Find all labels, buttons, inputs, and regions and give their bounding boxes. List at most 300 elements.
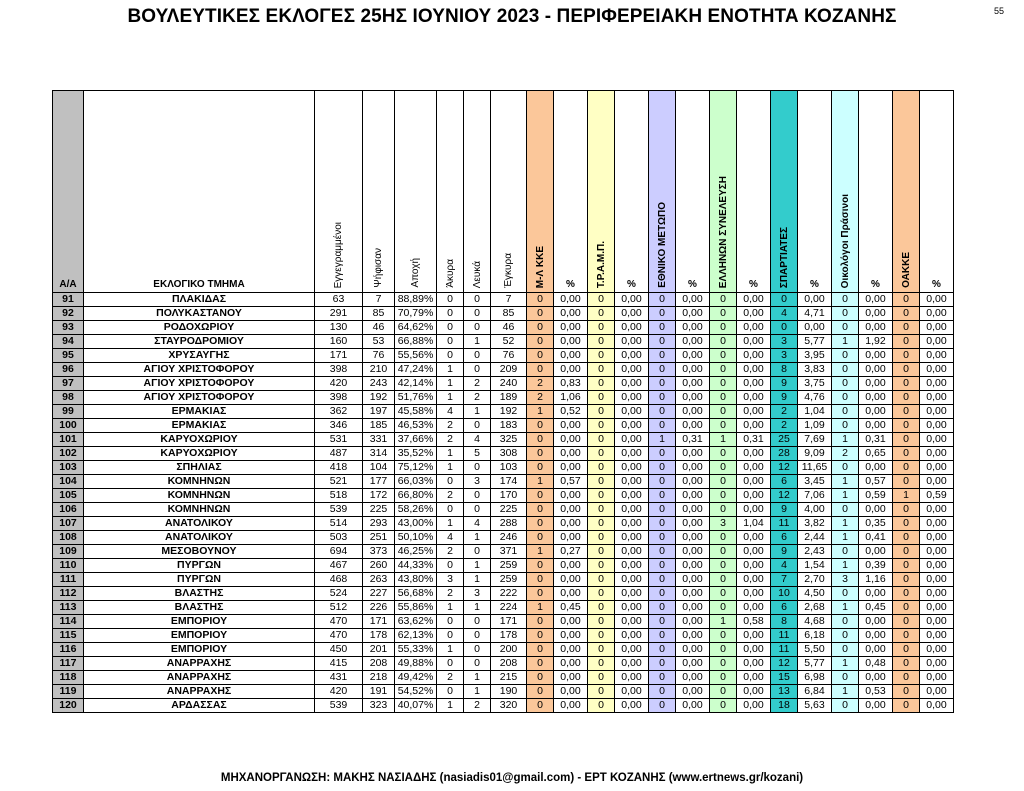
cell-psifisan: 185 (363, 419, 395, 433)
cell-akyra: 0 (437, 335, 464, 349)
cell-apoxi: 45,58% (395, 405, 437, 419)
cell-ellinon-pct: 0,58 (737, 615, 771, 629)
cell-lefka: 1 (464, 405, 491, 419)
table-row (53, 405, 954, 419)
cell-oakke-pct: 0,00 (920, 419, 954, 433)
cell-oakke-votes: 0 (893, 629, 920, 643)
cell-oakke-pct: 0,00 (920, 657, 954, 671)
cell-lefka: 5 (464, 447, 491, 461)
cell-aa: 104 (53, 475, 84, 489)
cell-oakke-pct: 0,00 (920, 601, 954, 615)
cell-apoxi: 66,88% (395, 335, 437, 349)
cell-oakke-pct: 0,00 (920, 531, 954, 545)
cell-oikologoi-pct: 0,39 (859, 559, 893, 573)
table-row (53, 475, 954, 489)
cell-apoxi: 46,53% (395, 419, 437, 433)
cell-lefka: 1 (464, 685, 491, 699)
cell-tramp-pct: 0,00 (615, 293, 649, 307)
cell-tramp-votes: 0 (588, 321, 615, 335)
cell-ethniko-pct: 0,00 (676, 405, 710, 419)
cell-ethniko-pct: 0,00 (676, 615, 710, 629)
cell-ellinon-pct: 0,00 (737, 405, 771, 419)
cell-spartiates-pct: 3,83 (798, 363, 832, 377)
cell-oakke-pct: 0,00 (920, 545, 954, 559)
cell-kke-pct: 0,00 (554, 559, 588, 573)
cell-aa: 98 (53, 391, 84, 405)
cell-kke-pct: 0,00 (554, 587, 588, 601)
cell-akyra: 0 (437, 349, 464, 363)
cell-oikologoi-pct: 0,00 (859, 615, 893, 629)
cell-oakke-votes: 0 (893, 615, 920, 629)
cell-egkyra: 215 (491, 671, 527, 685)
cell-oakke-pct: 0,00 (920, 405, 954, 419)
cell-apoxi: 50,10% (395, 531, 437, 545)
cell-apoxi: 66,03% (395, 475, 437, 489)
cell-tramp-pct: 0,00 (615, 671, 649, 685)
cell-oakke-votes: 0 (893, 559, 920, 573)
cell-tramp-pct: 0,00 (615, 573, 649, 587)
cell-tmima: ΒΛΑΣΤΗΣ (84, 601, 315, 615)
cell-kke-votes: 0 (527, 447, 554, 461)
table-row (53, 559, 954, 573)
cell-ethniko-pct: 0,00 (676, 573, 710, 587)
cell-tramp-votes: 0 (588, 643, 615, 657)
cell-oikologoi-votes: 0 (832, 545, 859, 559)
header-pct: % (554, 91, 588, 293)
cell-oakke-pct: 0,00 (920, 573, 954, 587)
cell-oikologoi-votes: 0 (832, 461, 859, 475)
cell-ethniko-votes: 0 (649, 321, 676, 335)
cell-kke-pct: 0,00 (554, 433, 588, 447)
cell-apoxi: 49,42% (395, 671, 437, 685)
cell-ellinon-pct: 0,00 (737, 293, 771, 307)
cell-akyra: 1 (437, 363, 464, 377)
cell-oakke-pct: 0,00 (920, 349, 954, 363)
cell-oakke-votes: 0 (893, 391, 920, 405)
table-row (53, 685, 954, 699)
cell-kke-pct: 0,00 (554, 517, 588, 531)
cell-lefka: 0 (464, 489, 491, 503)
cell-oikologoi-votes: 0 (832, 349, 859, 363)
cell-ellinon-votes: 0 (710, 671, 737, 685)
cell-kke-votes: 0 (527, 531, 554, 545)
cell-tramp-pct: 0,00 (615, 447, 649, 461)
cell-aa: 97 (53, 377, 84, 391)
cell-oikologoi-votes: 0 (832, 503, 859, 517)
cell-oikologoi-votes: 1 (832, 601, 859, 615)
cell-spartiates-pct: 6,18 (798, 629, 832, 643)
cell-ethniko-votes: 0 (649, 657, 676, 671)
cell-oakke-pct: 0,00 (920, 517, 954, 531)
cell-psifisan: 46 (363, 321, 395, 335)
cell-tmima: ΑΝΑΡΡΑΧΗΣ (84, 657, 315, 671)
cell-tramp-pct: 0,00 (615, 377, 649, 391)
cell-spartiates-votes: 12 (771, 657, 798, 671)
cell-tramp-pct: 0,00 (615, 643, 649, 657)
cell-oakke-votes: 0 (893, 601, 920, 615)
cell-ellinon-votes: 3 (710, 517, 737, 531)
cell-kke-pct: 0,00 (554, 335, 588, 349)
cell-egkyra: 174 (491, 475, 527, 489)
cell-kke-pct: 0,00 (554, 699, 588, 713)
cell-egkyra: 222 (491, 587, 527, 601)
cell-ellinon-pct: 0,00 (737, 629, 771, 643)
header-party-tramp: Τ.Ρ.Α.Μ.Π. (588, 91, 615, 293)
cell-kke-votes: 0 (527, 699, 554, 713)
cell-kke-votes: 0 (527, 657, 554, 671)
cell-lefka: 0 (464, 615, 491, 629)
table-row (53, 321, 954, 335)
cell-tramp-pct: 0,00 (615, 559, 649, 573)
cell-psifisan: 85 (363, 307, 395, 321)
cell-psifisan: 243 (363, 377, 395, 391)
cell-oakke-votes: 0 (893, 545, 920, 559)
cell-kke-votes: 0 (527, 293, 554, 307)
table-row (53, 461, 954, 475)
cell-ellinon-votes: 0 (710, 293, 737, 307)
cell-spartiates-pct: 1,09 (798, 419, 832, 433)
cell-ellinon-votes: 0 (710, 475, 737, 489)
cell-ethniko-pct: 0,00 (676, 643, 710, 657)
cell-oikologoi-pct: 0,00 (859, 363, 893, 377)
cell-oikologoi-pct: 0,00 (859, 503, 893, 517)
cell-egkyra: 178 (491, 629, 527, 643)
cell-spartiates-votes: 4 (771, 559, 798, 573)
cell-kke-votes: 0 (527, 321, 554, 335)
cell-lefka: 0 (464, 503, 491, 517)
cell-oikologoi-pct: 0,48 (859, 657, 893, 671)
cell-akyra: 1 (437, 377, 464, 391)
cell-oikologoi-votes: 0 (832, 307, 859, 321)
cell-oakke-votes: 0 (893, 587, 920, 601)
cell-tramp-pct: 0,00 (615, 587, 649, 601)
cell-eggegrammenoi: 518 (315, 489, 363, 503)
cell-akyra: 3 (437, 573, 464, 587)
cell-ellinon-pct: 0,00 (737, 587, 771, 601)
cell-lefka: 0 (464, 349, 491, 363)
cell-ellinon-votes: 0 (710, 601, 737, 615)
cell-spartiates-pct: 2,68 (798, 601, 832, 615)
cell-ethniko-votes: 0 (649, 699, 676, 713)
cell-kke-votes: 0 (527, 517, 554, 531)
cell-aa: 95 (53, 349, 84, 363)
table-row (53, 335, 954, 349)
cell-tramp-votes: 0 (588, 657, 615, 671)
cell-aa: 109 (53, 545, 84, 559)
cell-kke-pct: 0,00 (554, 349, 588, 363)
cell-oikologoi-pct: 0,00 (859, 307, 893, 321)
cell-ellinon-votes: 0 (710, 447, 737, 461)
cell-ethniko-pct: 0,00 (676, 321, 710, 335)
table-row (53, 573, 954, 587)
cell-tmima: ΑΝΑΡΡΑΧΗΣ (84, 671, 315, 685)
cell-tramp-pct: 0,00 (615, 335, 649, 349)
cell-ellinon-votes: 0 (710, 643, 737, 657)
cell-psifisan: 323 (363, 699, 395, 713)
table-row (53, 363, 954, 377)
cell-akyra: 4 (437, 531, 464, 545)
cell-tmima: ΑΝΑΤΟΛΙΚΟΥ (84, 517, 315, 531)
header-eggegrammenoi: Εγγεγραμμένοι (315, 91, 363, 293)
table-row (53, 531, 954, 545)
cell-apoxi: 43,80% (395, 573, 437, 587)
cell-oikologoi-pct: 0,00 (859, 321, 893, 335)
cell-ellinon-pct: 0,31 (737, 433, 771, 447)
cell-tramp-pct: 0,00 (615, 517, 649, 531)
cell-kke-votes: 1 (527, 405, 554, 419)
header-tmima: ΕΚΛΟΓΙΚΟ ΤΜΗΜΑ (84, 91, 315, 293)
header-pct: % (737, 91, 771, 293)
cell-ellinon-pct: 0,00 (737, 531, 771, 545)
cell-ellinon-votes: 0 (710, 629, 737, 643)
cell-tmima: ΚΟΜΝΗΝΩΝ (84, 503, 315, 517)
cell-ellinon-pct: 0,00 (737, 391, 771, 405)
cell-ellinon-votes: 0 (710, 405, 737, 419)
cell-ethniko-votes: 0 (649, 475, 676, 489)
cell-ethniko-pct: 0,00 (676, 671, 710, 685)
cell-ellinon-votes: 0 (710, 545, 737, 559)
cell-kke-votes: 0 (527, 559, 554, 573)
cell-ethniko-pct: 0,00 (676, 699, 710, 713)
cell-akyra: 1 (437, 601, 464, 615)
cell-oakke-votes: 0 (893, 503, 920, 517)
cell-oikologoi-pct: 0,00 (859, 293, 893, 307)
cell-apoxi: 75,12% (395, 461, 437, 475)
cell-tramp-pct: 0,00 (615, 391, 649, 405)
table-row (53, 293, 954, 307)
cell-akyra: 0 (437, 321, 464, 335)
cell-oikologoi-pct: 0,59 (859, 489, 893, 503)
cell-tramp-votes: 0 (588, 503, 615, 517)
cell-oikologoi-votes: 1 (832, 657, 859, 671)
cell-tramp-pct: 0,00 (615, 657, 649, 671)
cell-akyra: 0 (437, 475, 464, 489)
cell-kke-votes: 1 (527, 475, 554, 489)
cell-lefka: 0 (464, 643, 491, 657)
cell-oikologoi-pct: 0,65 (859, 447, 893, 461)
cell-aa: 94 (53, 335, 84, 349)
cell-aa: 110 (53, 559, 84, 573)
table-row (53, 587, 954, 601)
cell-akyra: 0 (437, 503, 464, 517)
cell-spartiates-pct: 4,00 (798, 503, 832, 517)
cell-ethniko-pct: 0,00 (676, 377, 710, 391)
cell-tramp-votes: 0 (588, 489, 615, 503)
cell-egkyra: 103 (491, 461, 527, 475)
cell-akyra: 0 (437, 615, 464, 629)
cell-apoxi: 88,89% (395, 293, 437, 307)
cell-lefka: 0 (464, 461, 491, 475)
cell-akyra: 2 (437, 419, 464, 433)
cell-aa: 120 (53, 699, 84, 713)
cell-oikologoi-votes: 1 (832, 559, 859, 573)
cell-tramp-votes: 0 (588, 405, 615, 419)
cell-ellinon-pct: 0,00 (737, 601, 771, 615)
cell-tmima: ΚΑΡΥΟΧΩΡΙΟΥ (84, 433, 315, 447)
cell-spartiates-pct: 1,54 (798, 559, 832, 573)
footer-credit: ΜΗΧΑΝΟΡΓΑΝΩΣΗ: ΜΑΚΗΣ ΝΑΣΙΑΔΗΣ (nasiadis01@gmail.com) - ΕΡΤ ΚΟΖΑΝΗΣ (www.ertnews.gr/kozani) (220, 772, 804, 784)
cell-ellinon-pct: 1,04 (737, 517, 771, 531)
table-row (53, 699, 954, 713)
cell-oikologoi-pct: 0,00 (859, 349, 893, 363)
cell-oakke-pct: 0,00 (920, 461, 954, 475)
cell-tramp-pct: 0,00 (615, 531, 649, 545)
cell-egkyra: 170 (491, 489, 527, 503)
cell-ethniko-votes: 0 (649, 447, 676, 461)
header-pct: % (615, 91, 649, 293)
cell-psifisan: 225 (363, 503, 395, 517)
cell-ethniko-votes: 0 (649, 643, 676, 657)
cell-oakke-pct: 0,00 (920, 377, 954, 391)
table-body (53, 293, 954, 713)
cell-akyra: 2 (437, 671, 464, 685)
cell-ellinon-votes: 0 (710, 307, 737, 321)
cell-ethniko-pct: 0,00 (676, 293, 710, 307)
cell-oikologoi-votes: 1 (832, 517, 859, 531)
cell-eggegrammenoi: 531 (315, 433, 363, 447)
cell-oakke-votes: 0 (893, 517, 920, 531)
cell-eggegrammenoi: 514 (315, 517, 363, 531)
table-header-row (53, 91, 954, 293)
cell-aa: 103 (53, 461, 84, 475)
cell-oikologoi-votes: 0 (832, 419, 859, 433)
cell-oikologoi-pct: 0,57 (859, 475, 893, 489)
cell-oakke-pct: 0,00 (920, 475, 954, 489)
cell-kke-pct: 0,00 (554, 629, 588, 643)
cell-oakke-votes: 0 (893, 447, 920, 461)
cell-oikologoi-votes: 0 (832, 587, 859, 601)
table-row (53, 419, 954, 433)
cell-ethniko-pct: 0,00 (676, 657, 710, 671)
cell-ellinon-pct: 0,00 (737, 377, 771, 391)
cell-tramp-pct: 0,00 (615, 685, 649, 699)
cell-oakke-pct: 0,00 (920, 503, 954, 517)
cell-spartiates-votes: 3 (771, 335, 798, 349)
cell-ellinon-votes: 0 (710, 377, 737, 391)
cell-ellinon-votes: 0 (710, 461, 737, 475)
cell-egkyra: 192 (491, 405, 527, 419)
cell-apoxi: 47,24% (395, 363, 437, 377)
cell-spartiates-pct: 3,45 (798, 475, 832, 489)
cell-psifisan: 171 (363, 615, 395, 629)
cell-ellinon-pct: 0,00 (737, 363, 771, 377)
cell-kke-pct: 0,00 (554, 489, 588, 503)
cell-ellinon-pct: 0,00 (737, 699, 771, 713)
cell-lefka: 0 (464, 307, 491, 321)
cell-oikologoi-votes: 1 (832, 475, 859, 489)
cell-lefka: 0 (464, 321, 491, 335)
cell-ellinon-pct: 0,00 (737, 671, 771, 685)
cell-akyra: 0 (437, 657, 464, 671)
cell-kke-pct: 0,00 (554, 363, 588, 377)
cell-oikologoi-votes: 0 (832, 363, 859, 377)
cell-spartiates-pct: 6,98 (798, 671, 832, 685)
cell-spartiates-pct: 2,44 (798, 531, 832, 545)
cell-ethniko-pct: 0,00 (676, 601, 710, 615)
cell-kke-pct: 0,00 (554, 615, 588, 629)
cell-tramp-pct: 0,00 (615, 475, 649, 489)
cell-oakke-pct: 0,00 (920, 685, 954, 699)
cell-lefka: 4 (464, 517, 491, 531)
cell-kke-pct: 0,00 (554, 573, 588, 587)
cell-akyra: 1 (437, 643, 464, 657)
cell-spartiates-pct: 1,04 (798, 405, 832, 419)
cell-tramp-votes: 0 (588, 699, 615, 713)
cell-ethniko-pct: 0,00 (676, 447, 710, 461)
cell-spartiates-pct: 4,71 (798, 307, 832, 321)
cell-eggegrammenoi: 420 (315, 685, 363, 699)
cell-tramp-pct: 0,00 (615, 419, 649, 433)
cell-oikologoi-votes: 1 (832, 335, 859, 349)
cell-ellinon-votes: 0 (710, 489, 737, 503)
table-row (53, 503, 954, 517)
cell-aa: 112 (53, 587, 84, 601)
cell-oakke-votes: 1 (893, 489, 920, 503)
cell-spartiates-votes: 12 (771, 461, 798, 475)
cell-ethniko-pct: 0,00 (676, 335, 710, 349)
cell-akyra: 4 (437, 405, 464, 419)
cell-egkyra: 85 (491, 307, 527, 321)
cell-aa: 101 (53, 433, 84, 447)
cell-aa: 100 (53, 419, 84, 433)
cell-kke-votes: 1 (527, 545, 554, 559)
cell-apoxi: 35,52% (395, 447, 437, 461)
cell-egkyra: 208 (491, 657, 527, 671)
cell-ethniko-votes: 0 (649, 335, 676, 349)
cell-egkyra: 190 (491, 685, 527, 699)
cell-oikologoi-votes: 1 (832, 433, 859, 447)
cell-egkyra: 189 (491, 391, 527, 405)
cell-eggegrammenoi: 512 (315, 601, 363, 615)
cell-psifisan: 53 (363, 335, 395, 349)
cell-spartiates-votes: 9 (771, 377, 798, 391)
cell-tmima: ΠΟΛΥΚΑΣΤΑΝΟΥ (84, 307, 315, 321)
cell-oakke-votes: 0 (893, 363, 920, 377)
cell-ethniko-pct: 0,00 (676, 363, 710, 377)
cell-eggegrammenoi: 694 (315, 545, 363, 559)
cell-tramp-votes: 0 (588, 629, 615, 643)
cell-tramp-votes: 0 (588, 559, 615, 573)
cell-ethniko-pct: 0,00 (676, 531, 710, 545)
cell-akyra: 0 (437, 293, 464, 307)
header-pct: % (859, 91, 893, 293)
cell-psifisan: 218 (363, 671, 395, 685)
cell-ethniko-votes: 0 (649, 293, 676, 307)
cell-tmima: ΚΟΜΝΗΝΩΝ (84, 489, 315, 503)
cell-oakke-pct: 0,00 (920, 307, 954, 321)
cell-oikologoi-votes: 1 (832, 489, 859, 503)
cell-apoxi: 54,52% (395, 685, 437, 699)
cell-aa: 111 (53, 573, 84, 587)
table-row (53, 629, 954, 643)
cell-kke-votes: 0 (527, 503, 554, 517)
cell-akyra: 2 (437, 545, 464, 559)
cell-tramp-pct: 0,00 (615, 433, 649, 447)
cell-ethniko-pct: 0,00 (676, 489, 710, 503)
cell-oakke-votes: 0 (893, 671, 920, 685)
cell-ethniko-pct: 0,00 (676, 503, 710, 517)
cell-psifisan: 201 (363, 643, 395, 657)
page-number: 55 (993, 6, 1004, 16)
header-egkyra: Έγκυρα (491, 91, 527, 293)
header-party-oakke: ΟΑΚΚΕ (893, 91, 920, 293)
cell-aa: 115 (53, 629, 84, 643)
cell-spartiates-pct: 0,00 (798, 293, 832, 307)
cell-spartiates-pct: 3,95 (798, 349, 832, 363)
cell-ellinon-pct: 0,00 (737, 573, 771, 587)
cell-spartiates-votes: 0 (771, 321, 798, 335)
cell-aa: 116 (53, 643, 84, 657)
